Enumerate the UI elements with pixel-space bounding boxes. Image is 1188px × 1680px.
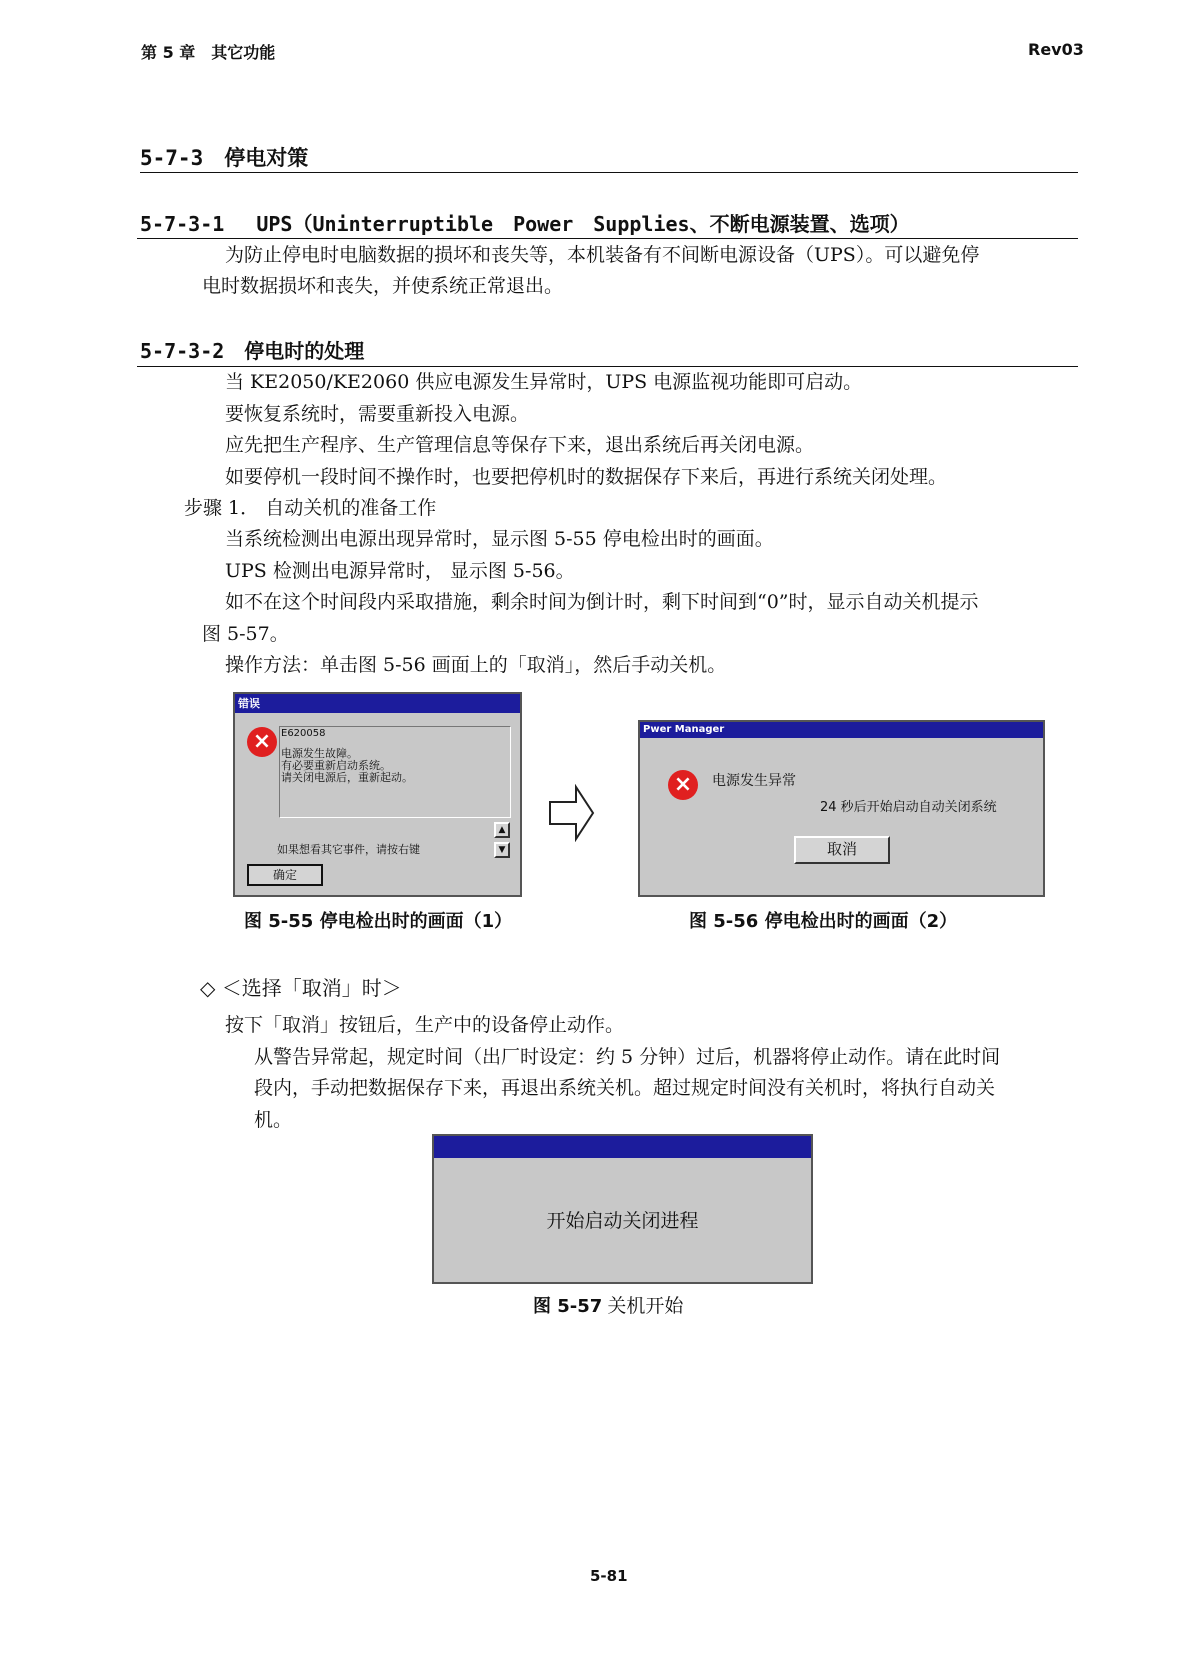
power-manager-dialog-screenshot (638, 720, 1045, 897)
error-dialog-screenshot (233, 692, 522, 897)
paragraph-line: 图 5-57。 (202, 623, 289, 645)
error-message (281, 748, 413, 784)
power-error-message: 电源发生异常 (712, 773, 796, 789)
figure-caption: 图 5-55 停电检出时的画面（1） (244, 911, 513, 932)
error-icon: × (247, 727, 277, 757)
paragraph-line: 为防止停电时电脑数据的损坏和丧失等，本机装备有不间断电源设备（UPS）。可以避免停 (225, 244, 980, 266)
section-title-5-7-3: 5-7-3 停电对策 (140, 146, 309, 170)
paragraph-line: 当系统检测出电源出现异常时，显示图 5-55 停电检出时的画面。 (225, 528, 774, 550)
error-message-line: 请关闭电源后，重新起动。 (281, 771, 413, 784)
paragraph-line: 应先把生产程序、生产管理信息等保存下来，退出系统后再关闭电源。 (225, 434, 815, 456)
dialog-title-bar (235, 694, 520, 713)
subsection-title: ◇ ＜选择「取消」时＞ (200, 976, 402, 1000)
paragraph-line: UPS 检测出电源异常时， 显示图 5-56。 (225, 560, 575, 582)
error-icon: × (668, 770, 698, 800)
paragraph-line: 按下「取消」按钮后，生产中的设备停止动作。 (225, 1014, 625, 1036)
section-title-5-7-3-2: 5-7-3-2 停电时的处理 (140, 339, 365, 363)
dialog-title-bar (640, 722, 1043, 738)
shutdown-dialog-screenshot (432, 1134, 813, 1284)
page-number: 5-81 (590, 1567, 628, 1585)
revision-label: Rev03 (1028, 40, 1084, 59)
dialog-title: Pwer Manager (643, 724, 725, 735)
error-message-line: 电源发生故障。 (281, 747, 358, 760)
error-code: E620058 (281, 728, 326, 739)
shutdown-message: 开始启动关闭进程 (546, 1210, 699, 1232)
paragraph-line: 操作方法：单击图 5-56 画面上的「取消」，然后手动关机。 (225, 654, 727, 676)
section-title-5-7-3-1: 5-7-3-1 UPS（Uninterruptible Power Supplies、不断电源装置、选项） (140, 212, 910, 236)
scroll-up-button[interactable]: ▲ (494, 822, 510, 838)
section-rule (140, 172, 1078, 173)
figure-caption (533, 1291, 683, 1322)
figure-title: 关机开始 (607, 1295, 684, 1317)
scroll-down-button[interactable]: ▼ (494, 842, 510, 858)
step-label: 步骤 1． (184, 497, 260, 519)
paragraph-line: 从警告异常起，规定时间（出厂时设定：约 5 分钟）过后，机器将停止动作。请在此时间 (254, 1046, 1001, 1068)
step-title: 自动关机的准备工作 (265, 497, 437, 519)
paragraph-line: 当 KE2050/KE2060 供应电源发生异常时，UPS 电源监视功能即可启动。 (225, 371, 863, 393)
paragraph-line: 机。 (254, 1109, 293, 1131)
step-heading (184, 493, 436, 524)
ok-button[interactable]: 确定 (247, 864, 323, 886)
figure-caption: 图 5-56 停电检出时的画面（2） (689, 911, 958, 932)
hint-text: 如果想看其它事件，请按右键 (277, 843, 420, 856)
figure-number: 图 5-57 (533, 1296, 603, 1317)
error-message-line: 有必要重新启动系统。 (281, 759, 391, 772)
paragraph-line: 如不在这个时间段内采取措施，剩余时间为倒计时，剩下时间到“0”时，显示自动关机提示 (225, 591, 979, 613)
countdown-text: 24 秒后开始启动自动关闭系统 (820, 800, 997, 815)
chapter-header: 第 5 章 其它功能 (141, 43, 276, 62)
paragraph-line: 段内，手动把数据保存下来，再退出系统关机。超过规定时间没有关机时，将执行自动关 (254, 1077, 996, 1099)
dialog-title-bar (434, 1136, 811, 1158)
dialog-title: 错误 (238, 697, 260, 710)
paragraph-line: 电时数据损坏和丧失，并使系统正常退出。 (202, 275, 564, 297)
paragraph-line: 如要停机一段时间不操作时，也要把停机时的数据保存下来后，再进行系统关闭处理。 (225, 466, 948, 488)
arrow-right-icon (548, 784, 596, 842)
paragraph-line: 要恢复系统时，需要重新投入电源。 (225, 403, 530, 425)
cancel-button[interactable]: 取消 (794, 836, 890, 864)
section-rule (137, 238, 1078, 239)
